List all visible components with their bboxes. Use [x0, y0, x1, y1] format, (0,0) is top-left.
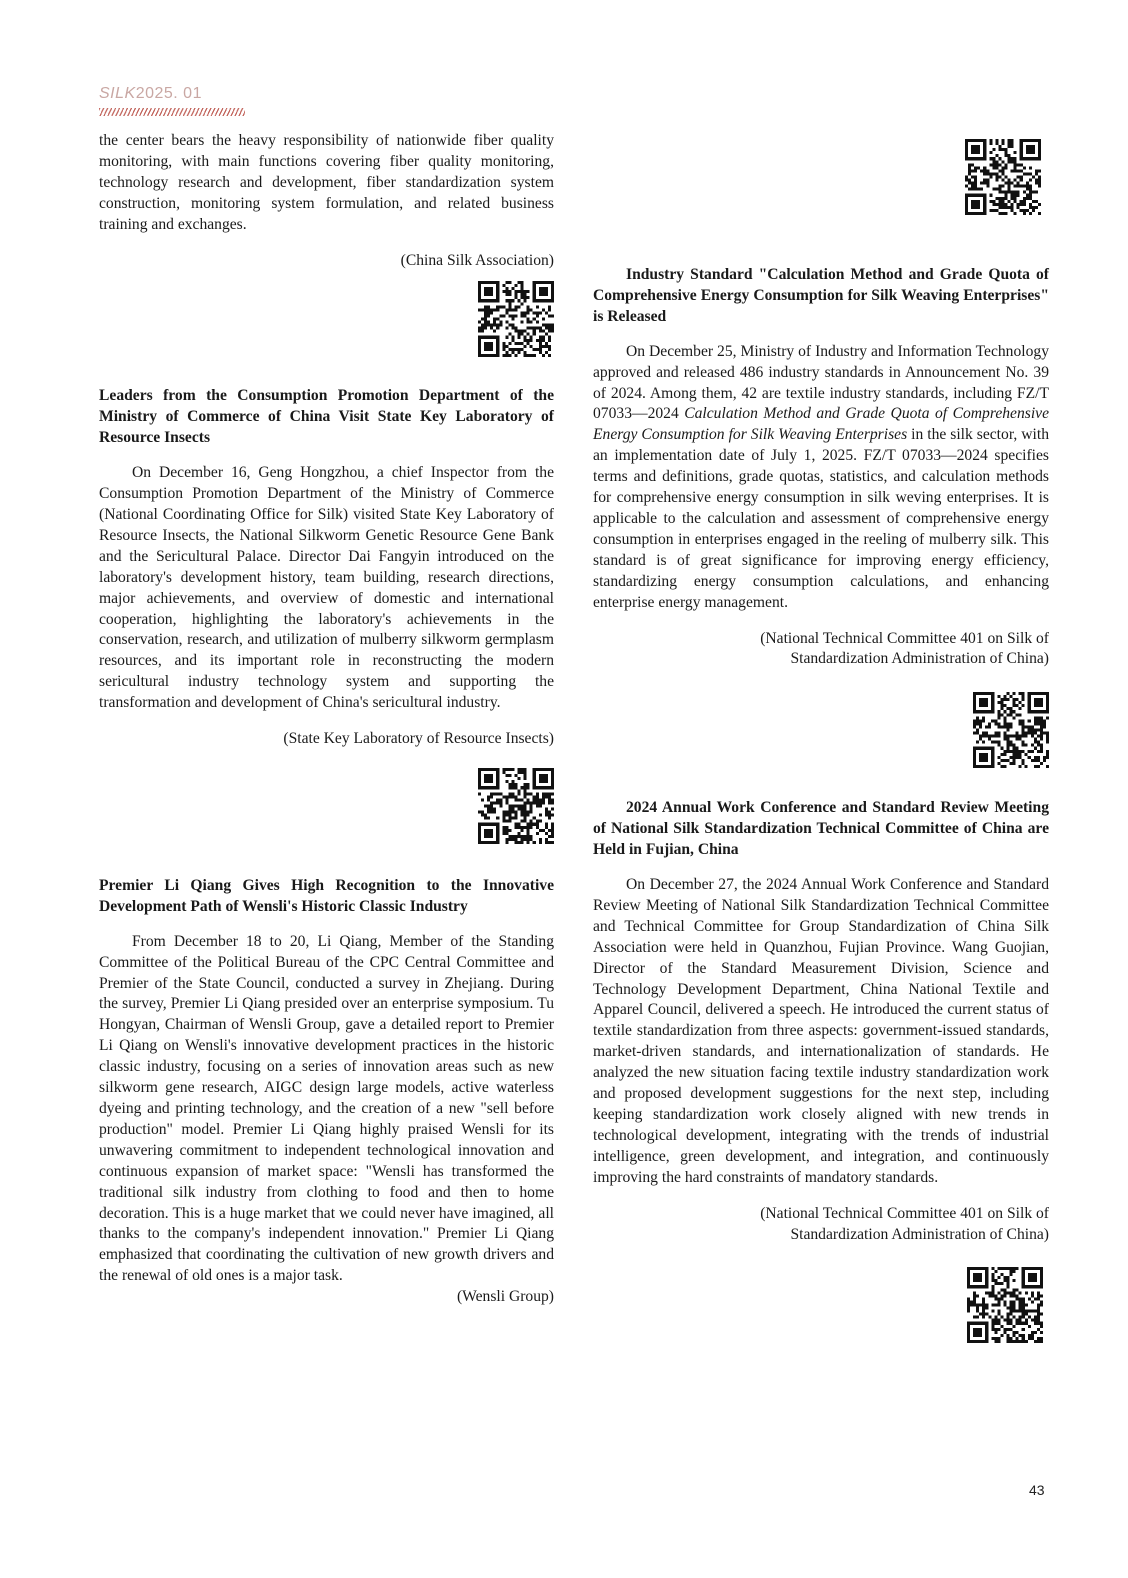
article3-body-part1: On December 25, Ministry of Industry and Information Technology approved and released 486 industry standards in Announcement No. 39 of 2024. Among them, 42 are textile industry standards, including FZ/T 07033—2024 — [593, 342, 1049, 423]
article4-source-line2: Standardization Administration of China) — [790, 1225, 1049, 1243]
article4-source — [593, 1204, 1049, 1246]
article1-title: Leaders from the Consumption Promotion Department of the Ministry of Commerce of China Visit State Key Laboratory of Resource Insects — [99, 387, 554, 447]
qr-code-icon — [965, 139, 1041, 215]
journal-header — [99, 85, 202, 103]
qr-code-5[interactable] — [593, 1267, 1049, 1343]
page-number: 43 — [1029, 1482, 1045, 1498]
article3-source — [593, 629, 1049, 671]
article3-body-part2: in the silk sector, with an implementation date of July 1, 2025. FZ/T 07033—2024 specifies terms and definitions, grade quotas, statistics, and calculation methods for comprehensive energy consumption in silk weving enterprises. It is applicable to the calculation and assessment of comprehensive energy consumption in enterprises engaged in the reeling of mulberry silk. This standard is of great significance for improving energy efficiency, standardizing energy consumption calculations, and enhancing enterprise energy management. — [593, 426, 1049, 611]
journal-issue: 2025. 01 — [135, 85, 202, 102]
article3-source-line1: (National Technical Committee 401 on Silk of — [760, 629, 1049, 647]
article2-source: (Wensli Group) — [456, 1288, 554, 1306]
qr-code-icon — [478, 281, 554, 357]
article1-source: (State Key Laboratory of Resource Insects) — [283, 730, 554, 748]
right-column — [593, 131, 1049, 1343]
article4-title: 2024 Annual Work Conference and Standard Review Meeting of National Silk Standardization Technical Committee of China are Held in Fujian, China — [593, 799, 1049, 859]
qr-code-2[interactable] — [99, 768, 554, 844]
article4-source-line1: (National Technical Committee 401 on Silk of — [760, 1204, 1049, 1222]
article2-title: Premier Li Qiang Gives High Recognition to the Innovative Development Path of Wensli's Historic Classic Industry — [99, 876, 554, 915]
article4-body: On December 27, the 2024 Annual Work Conference and Standard Review Meeting of National Silk Standardization Technical Committee and Technical Committee for Group Standardization of China Silk Association were held in Quanzhou, Fujian Province. Wang Guojian, Director of the Standard Measurement Division, Science and Technology Development Department, China National Textile and Apparel Council, delivered a speech. He introduced the current status of textile standardization from three aspects: government-issued standards, market-driven standards, and internationalization of standards. He analyzed the new situation facing textile industry standardization work and proposed development suggestions for the next step, including keeping standardization work closely aligned with new trends in technological development, integrating with the trends of industrial intelligence, green development, and integration, and continuously improving the hard constraints of mandatory standards. — [593, 876, 1049, 1186]
intro-continuation: the center bears the heavy responsibility of nationwide fiber quality monitoring, with main functions covering fiber quality monitoring, technology research and development, fiber standardization system construction, monitoring system formulation, and related business training and exchanges. — [99, 132, 554, 233]
left-column — [99, 131, 554, 1308]
article1-body: On December 16, Geng Hongzhou, a chief Inspector from the Consumption Promotion Department of the Ministry of Commerce (National Coordinating Office for Silk) visited State Key Laboratory of Resource Insects, the National Silkworm Genetic Resource Gene Bank and the Sericultural Palace. Director Dai Fangyin introduced on the laboratory's development history, team building, research directions, major achievements, and overview of domestic and international cooperation, highlighting the laboratory's achievements in the conservation, research, and utilization of mulberry silkworm germplasm resources, and its important role in reconstructing the modern sericultural industry technology system and supporting the transformation and development of China's sericultural industry. — [99, 464, 554, 712]
journal-brand: SILK — [99, 85, 136, 102]
intro-source: (China Silk Association) — [400, 251, 554, 269]
header-hatch-rule — [99, 108, 245, 116]
qr-code-4[interactable] — [593, 692, 1049, 768]
qr-code-1[interactable] — [99, 281, 554, 357]
article3-body — [593, 342, 1049, 614]
article2-body: From December 18 to 20, Li Qiang, Member of the Standing Committee of the Political Bureau of the CPC Central Committee and Premier of the State Council, conducted a survey in Zhejiang. During the survey, Premier Li Qiang presided over an enterprise symposium. Tu Hongyan, Chairman of Wensli Group, gave a detailed report to Premier Li Qiang on Wensli's innovative development practices in the historic classic industry, focusing on a series of innovation areas such as new silkworm gene research, AIGC design large models, active waterless dyeing and printing technology, and the creation of a new "sell before production" model. Premier Li Qiang highly praised Wensli for its unwavering commitment to independent technological innovation and continuous expansion of market space: "Wensli has transformed the traditional silk industry from clothing to food and then to home decoration. This is a huge market that we could never have imagined, all thanks to the company's independent innovation." Premier Li Qiang emphasized that coordinating the cultivation of new growth drivers and the renewal of old ones is a major task. — [99, 932, 554, 1285]
article3-standard-title: Calculation Method and Grade Quota of Comprehensive Energy Consumption for Silk Weaving Enterprises — [593, 405, 1050, 444]
qr-code-icon — [967, 1267, 1043, 1343]
qr-code-icon — [478, 768, 554, 844]
article3-source-line2: Standardization Administration of China) — [790, 650, 1049, 668]
qr-code-icon — [973, 692, 1049, 768]
qr-code-3[interactable] — [593, 139, 1049, 215]
article3-title: Industry Standard "Calculation Method and Grade Quota of Comprehensive Energy Consumption for Silk Weaving Enterprises" is Released — [593, 266, 1049, 325]
